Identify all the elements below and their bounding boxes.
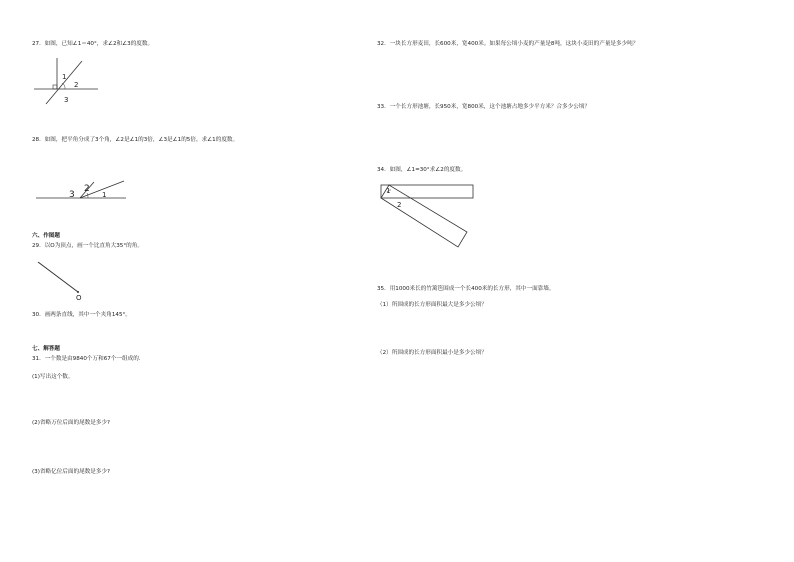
question-31-part-1: (1)写出这个数。	[32, 374, 74, 380]
question-31-part-2: (2)省略万位后面的尾数是多少?	[32, 420, 111, 426]
question-35-part-2: （2）所围成的长方形面积最小是多少公顷？	[377, 350, 487, 356]
figure-28	[32, 173, 132, 203]
fig28-label-2: 2	[84, 184, 90, 194]
question-27: 27．如图，已知∠1＝40°，求∠2和∠3的度数。	[32, 41, 154, 47]
question-32: 32．一块长方形麦田，长600米，宽400米。如果每公顷小麦的产量是8吨，这块小麦田的产量是多少吨？	[377, 41, 639, 47]
figure-34	[379, 181, 489, 256]
fig34-label-2: 2	[397, 201, 402, 209]
fig29-label-o: O	[76, 294, 82, 302]
fig34-label-1: 1	[386, 187, 391, 195]
question-35: 35．用1000米长的竹篱笆围成一个长400米的长方形，其中一面靠墙。	[377, 286, 555, 292]
question-31: 31．一个数是由9840个万和67个一组成的.	[32, 356, 141, 362]
fig27-label-1: 1	[62, 73, 67, 81]
figure-27	[32, 56, 112, 106]
section-7-heading: 七、解答题	[32, 346, 60, 352]
question-34: 34．如图，∠1=30°求∠2的度数。	[377, 167, 467, 173]
fig27-label-2: 2	[74, 81, 79, 89]
question-28: 28．如图，把平角分成了3个角，∠2是∠1的3倍，∠3是∠1的5倍，求∠1的度数。	[32, 137, 239, 143]
fig28-label-1: 1	[102, 191, 107, 199]
question-35-part-1: （1）所围成的长方形面积最大是多少公顷？	[377, 302, 487, 308]
question-29: 29．以O为顶点，画一个比直角大35°的角。	[32, 243, 143, 249]
fig28-label-3: 3	[69, 190, 75, 200]
section-6-heading: 六、作图题	[32, 233, 60, 239]
question-30: 30．画两条直线，其中一个夹角145°。	[32, 312, 131, 318]
fig27-label-3: 3	[64, 96, 69, 104]
question-31-part-3: (3)省略亿位后面的尾数是多少?	[32, 469, 111, 475]
figure-29	[32, 258, 92, 303]
question-33: 33．一个长方形池塘，长950米，宽800米，这个池塘占地多少平方米？合多少公顷？	[377, 104, 591, 110]
